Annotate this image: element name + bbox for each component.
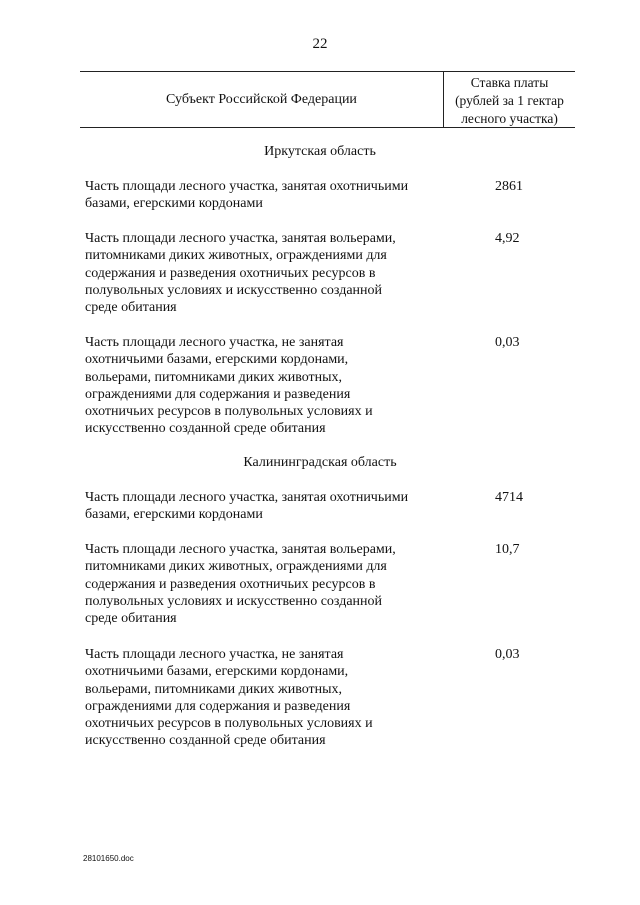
table-row bbox=[85, 334, 585, 438]
row-line: Часть площади лесного участка, не занятая bbox=[85, 647, 344, 662]
row-line: среде обитания bbox=[85, 611, 177, 627]
row-line: базами, егерскими кордонами bbox=[85, 196, 263, 212]
row-line: содержания и разведения охотничьих ресурсов в bbox=[85, 265, 376, 281]
row-line: полувольных условиях и искусственно созданной bbox=[85, 282, 383, 298]
document-filename: 28101650.doc bbox=[83, 854, 134, 863]
section-title: Иркутская область bbox=[264, 144, 376, 159]
header-rate-line: (рублей за 1 гектар bbox=[455, 93, 564, 108]
row-line: ограждениями для содержания и разведения bbox=[85, 698, 351, 714]
row-line: питомниками диких животных, ограждениями для bbox=[85, 559, 387, 575]
row-line: питомниками диких животных, ограждениями для bbox=[85, 248, 387, 264]
row-line: полувольных условиях и искусственно созданной bbox=[85, 593, 383, 609]
row-line: искусственно созданной среде обитания bbox=[85, 421, 326, 437]
header-rate bbox=[444, 72, 575, 127]
row-line: вольерами, питомниками диких животных, bbox=[85, 369, 343, 385]
row-line: ограждениями для содержания и разведения bbox=[85, 386, 351, 402]
row-line: Часть площади лесного участка, занятая вольерами, bbox=[85, 231, 396, 246]
row-line: охотничьих ресурсов в полувольных условиях и bbox=[85, 716, 373, 732]
row-description bbox=[85, 230, 440, 316]
table-row bbox=[85, 489, 585, 524]
row-rate: 10,7 bbox=[495, 542, 520, 557]
row-line: Часть площади лесного участка, не занятая bbox=[85, 335, 344, 350]
row-line: охотничьих ресурсов в полувольных условиях и bbox=[85, 404, 373, 420]
row-description bbox=[85, 178, 440, 213]
section-title: Калининградская область bbox=[243, 455, 397, 470]
row-rate: 4,92 bbox=[495, 231, 520, 246]
page-number: 22 bbox=[312, 36, 328, 52]
table-row bbox=[85, 230, 585, 316]
row-line: вольерами, питомниками диких животных, bbox=[85, 681, 343, 697]
row-line: Часть площади лесного участка, занятая вольерами, bbox=[85, 542, 396, 557]
row-description bbox=[85, 334, 440, 438]
header-rate-line: лесного участка) bbox=[461, 111, 558, 126]
row-description bbox=[85, 489, 440, 524]
table-row bbox=[85, 541, 585, 627]
row-description bbox=[85, 646, 440, 750]
table-header bbox=[80, 71, 575, 128]
row-rate: 0,03 bbox=[495, 647, 520, 662]
row-line: базами, егерскими кордонами bbox=[85, 507, 263, 523]
row-line: среде обитания bbox=[85, 300, 177, 316]
row-rate: 0,03 bbox=[495, 335, 520, 350]
table-row bbox=[85, 178, 585, 213]
row-line: Часть площади лесного участка, занятая охотничьими bbox=[85, 490, 409, 505]
row-rate: 4714 bbox=[495, 490, 523, 505]
header-subject: Субъект Российской Федерации bbox=[166, 91, 357, 107]
table-row bbox=[85, 646, 585, 750]
row-line: содержания и разведения охотничьих ресурсов в bbox=[85, 576, 376, 592]
row-line: охотничьими базами, егерскими кордонами, bbox=[85, 352, 349, 368]
header-rate-line: Ставка платы bbox=[470, 75, 549, 90]
row-line: искусственно созданной среде обитания bbox=[85, 733, 326, 749]
row-rate: 2861 bbox=[495, 179, 523, 194]
row-description bbox=[85, 541, 440, 627]
row-line: Часть площади лесного участка, занятая охотничьими bbox=[85, 179, 409, 194]
row-line: охотничьими базами, егерскими кордонами, bbox=[85, 664, 349, 680]
